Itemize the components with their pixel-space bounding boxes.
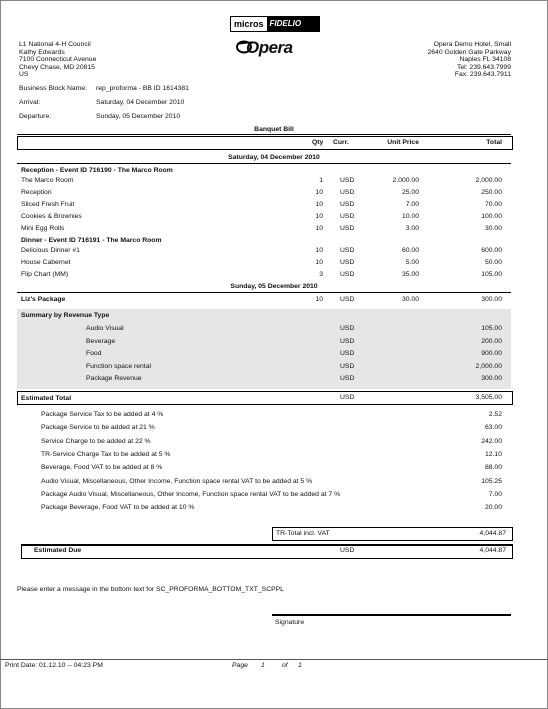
line-item-row bbox=[0, 375, 548, 385]
item-curr: USD bbox=[340, 350, 355, 357]
micros-logo-text: micros bbox=[231, 17, 267, 31]
estimated-due-box bbox=[21, 544, 513, 559]
item-unit-price: 5.00 bbox=[405, 259, 419, 266]
estimated-total-value: 3,505.00 bbox=[475, 394, 502, 401]
item-unit-price: 25.00 bbox=[401, 189, 419, 196]
item-unit-price: 35.00 bbox=[401, 271, 419, 278]
day-heading: Saturday, 04 December 2010 bbox=[228, 154, 320, 161]
address-line: Tel: 239.643.7999 bbox=[456, 63, 511, 71]
page-label: Page bbox=[232, 662, 248, 669]
package-curr: USD bbox=[340, 296, 355, 303]
col-qty: Qty bbox=[312, 139, 324, 146]
address-line: Naples FL 34108 bbox=[459, 56, 511, 64]
item-curr: USD bbox=[340, 337, 355, 345]
item-name: Food bbox=[86, 350, 102, 357]
item-total: 105.00 bbox=[481, 325, 502, 332]
opera-logo-text: Opera bbox=[246, 38, 293, 57]
line-item-row bbox=[0, 201, 548, 211]
item-name: Audio Visual bbox=[86, 325, 124, 332]
tax-value: 242.00 bbox=[481, 437, 502, 445]
address-line: L1 National 4-H Council bbox=[19, 41, 91, 48]
item-name: Mini Egg Rolls bbox=[21, 225, 65, 232]
line-item-row bbox=[0, 350, 548, 360]
tax-label: Package Audio Visual, Miscellaneous, Other Income, Function space rental VAT to be added at 7 % bbox=[41, 490, 341, 498]
address-line: Fax: 239.643.7911 bbox=[454, 71, 511, 79]
item-qty: 3 bbox=[319, 271, 323, 278]
item-total: 300.00 bbox=[481, 375, 502, 382]
line-item-row bbox=[0, 325, 548, 335]
event-heading: Reception - Event ID 716190 - The Marco Room bbox=[21, 167, 173, 174]
tax-row bbox=[0, 491, 548, 501]
departure-value: Sunday, 05 December 2010 bbox=[96, 113, 181, 120]
item-qty: 1 bbox=[319, 177, 323, 184]
tax-label: Package Service Tax to be added at 4 % bbox=[41, 411, 164, 418]
item-qty: 10 bbox=[315, 213, 323, 220]
divider bbox=[17, 134, 511, 135]
tax-label: Package Beverage, Food VAT to be added at 10 % bbox=[41, 504, 195, 512]
item-curr: USD bbox=[340, 325, 355, 332]
item-curr: USD bbox=[340, 362, 355, 370]
tax-row bbox=[0, 438, 548, 448]
item-name: Function space rental bbox=[86, 362, 151, 370]
event-heading: Dinner - Event ID 716191 - The Marco Room bbox=[21, 237, 162, 244]
item-name: The Marco Room bbox=[21, 177, 74, 184]
address-line: Opera Demo Hotel, Small bbox=[433, 41, 511, 48]
tax-label: Beverage, Food VAT to be added at 8 % bbox=[41, 464, 163, 472]
item-qty: 10 bbox=[315, 201, 323, 208]
item-total: 250.00 bbox=[481, 189, 502, 196]
item-total: 50.00 bbox=[484, 259, 502, 266]
line-item-row bbox=[0, 363, 548, 373]
tax-label: Package Service to be added at 21 % bbox=[41, 424, 155, 432]
item-total: 30.00 bbox=[484, 225, 502, 232]
arrival-value: Saturday, 04 December 2010 bbox=[96, 99, 185, 106]
tax-value: 105.25 bbox=[481, 477, 502, 485]
tax-value: 7.00 bbox=[488, 490, 502, 498]
item-curr: USD bbox=[340, 259, 355, 266]
tax-label: Audio Visual, Miscellaneous, Other Income, Function space rental VAT to be added at 5 % bbox=[41, 477, 313, 485]
item-name: Package Revenue bbox=[86, 375, 142, 382]
estimated-total-curr: USD bbox=[340, 394, 355, 401]
col-total: Total bbox=[486, 139, 502, 146]
address-line: US bbox=[19, 71, 29, 79]
item-qty: 10 bbox=[315, 225, 323, 232]
package-total: 300.00 bbox=[481, 296, 502, 303]
package-qty: 10 bbox=[315, 296, 323, 303]
item-total: 70.00 bbox=[484, 201, 502, 208]
line-item-row bbox=[0, 213, 548, 223]
bill-title: Banquet Bill bbox=[254, 126, 294, 133]
departure-label: Departure: bbox=[19, 113, 52, 120]
footer-divider bbox=[0, 659, 548, 660]
address-line: Chevy Chase, MD 20815 bbox=[19, 63, 95, 71]
item-curr: USD bbox=[340, 375, 355, 382]
tax-value: 12.10 bbox=[484, 450, 502, 458]
line-item-row bbox=[0, 271, 548, 281]
item-qty: 10 bbox=[315, 189, 323, 196]
item-name: Cookies & Brownies bbox=[21, 213, 82, 220]
line-item-row bbox=[0, 338, 548, 348]
package-row bbox=[0, 296, 548, 306]
estimated-due-value: 4,044.87 bbox=[479, 547, 506, 554]
page-total: 1 bbox=[298, 662, 302, 669]
block-label: Business Block Name: bbox=[19, 85, 87, 92]
divider bbox=[17, 163, 511, 164]
item-total: 100.00 bbox=[481, 213, 502, 220]
tax-row bbox=[0, 464, 548, 474]
tax-row bbox=[0, 478, 548, 488]
address-line: Kathy Edwards bbox=[19, 48, 65, 56]
estimated-due-label: Estimated Due bbox=[34, 547, 82, 554]
tax-label: Service Charge to be added at 22 % bbox=[41, 437, 151, 445]
item-name: Reception bbox=[21, 189, 52, 196]
tax-label: TR-Service Charge Tax to be added at 5 % bbox=[41, 450, 171, 458]
item-total: 2,000.00 bbox=[475, 177, 502, 184]
tax-row bbox=[0, 411, 548, 421]
tax-value: 88.00 bbox=[484, 464, 502, 472]
of-label: of bbox=[282, 662, 288, 669]
col-curr: Curr. bbox=[333, 139, 349, 146]
col-unit-price: Unit Price bbox=[387, 139, 419, 146]
divider bbox=[17, 292, 511, 293]
tax-value: 63.00 bbox=[484, 424, 502, 432]
signature-label: Signature bbox=[275, 619, 305, 626]
item-unit-price: 3.00 bbox=[405, 225, 419, 232]
signature-line bbox=[272, 614, 511, 616]
line-item-row bbox=[0, 247, 548, 257]
summary-title: Summary by Revenue Type bbox=[21, 312, 110, 319]
item-total: 200.00 bbox=[481, 337, 502, 345]
item-unit-price: 7.00 bbox=[405, 201, 419, 208]
block-value: rep_proforma - BB ID 1614381 bbox=[96, 85, 189, 92]
estimated-total-label: Estimated Total bbox=[21, 395, 72, 402]
package-price: 30.00 bbox=[401, 296, 419, 303]
item-name: House Cabernet bbox=[21, 259, 71, 266]
item-unit-price: 10.00 bbox=[401, 213, 419, 220]
item-qty: 10 bbox=[315, 247, 323, 254]
item-unit-price: 2,000.00 bbox=[392, 177, 419, 184]
line-item-row bbox=[0, 189, 548, 199]
line-item-row bbox=[0, 225, 548, 235]
tax-row bbox=[0, 424, 548, 434]
tr-total-value: 4,044.87 bbox=[479, 530, 506, 537]
address-line: 7100 Connecticut Avenue bbox=[19, 56, 97, 64]
item-name: Delicious Dinner #1 bbox=[21, 247, 80, 254]
item-curr: USD bbox=[340, 189, 355, 196]
item-curr: USD bbox=[340, 247, 355, 254]
item-name: Flip Chart (MM) bbox=[21, 271, 69, 278]
item-qty: 10 bbox=[315, 259, 323, 266]
estimated-due-curr: USD bbox=[340, 547, 355, 554]
item-total: 105.00 bbox=[481, 271, 502, 278]
package-name: Liz's Package bbox=[21, 296, 66, 303]
bottom-message: Please enter a message in the bottom text for SC_PROFORMA_BOTTOM_TXT_SCPPL bbox=[17, 586, 284, 593]
arrival-label: Arrival: bbox=[19, 99, 41, 106]
item-curr: USD bbox=[340, 271, 355, 278]
guest-address bbox=[19, 41, 96, 79]
tax-value: 20.00 bbox=[484, 504, 502, 512]
item-curr: USD bbox=[340, 225, 355, 232]
tax-value: 2.52 bbox=[488, 411, 502, 418]
print-date: Print Date: 01.12.10 -- 04:23 PM bbox=[5, 662, 103, 669]
column-header bbox=[17, 136, 513, 150]
day-heading: Sunday, 05 December 2010 bbox=[230, 283, 318, 290]
item-unit-price: 60.00 bbox=[401, 247, 419, 254]
item-total: 2,000.00 bbox=[475, 362, 502, 370]
item-curr: USD bbox=[340, 213, 355, 220]
micros-fidelio-logo bbox=[230, 16, 320, 32]
item-curr: USD bbox=[340, 177, 355, 184]
page-number: 1 bbox=[261, 662, 265, 669]
tr-total-label: TR-Total incl. VAT bbox=[276, 530, 330, 537]
item-total: 600.00 bbox=[481, 247, 502, 254]
address-line: 2640 Golden Gate Parkway bbox=[427, 48, 511, 56]
line-item-row bbox=[0, 259, 548, 269]
line-item-row bbox=[0, 177, 548, 187]
item-name: Beverage bbox=[86, 337, 116, 345]
item-total: 900.00 bbox=[481, 350, 502, 357]
estimated-total-box bbox=[17, 391, 513, 405]
tax-row bbox=[0, 504, 548, 514]
hotel-address bbox=[427, 41, 511, 79]
tax-row bbox=[0, 451, 548, 461]
fidelio-logo-text: FIDELIO bbox=[269, 19, 302, 28]
item-name: Sliced Fresh Fruit bbox=[21, 201, 75, 208]
item-curr: USD bbox=[340, 201, 355, 208]
